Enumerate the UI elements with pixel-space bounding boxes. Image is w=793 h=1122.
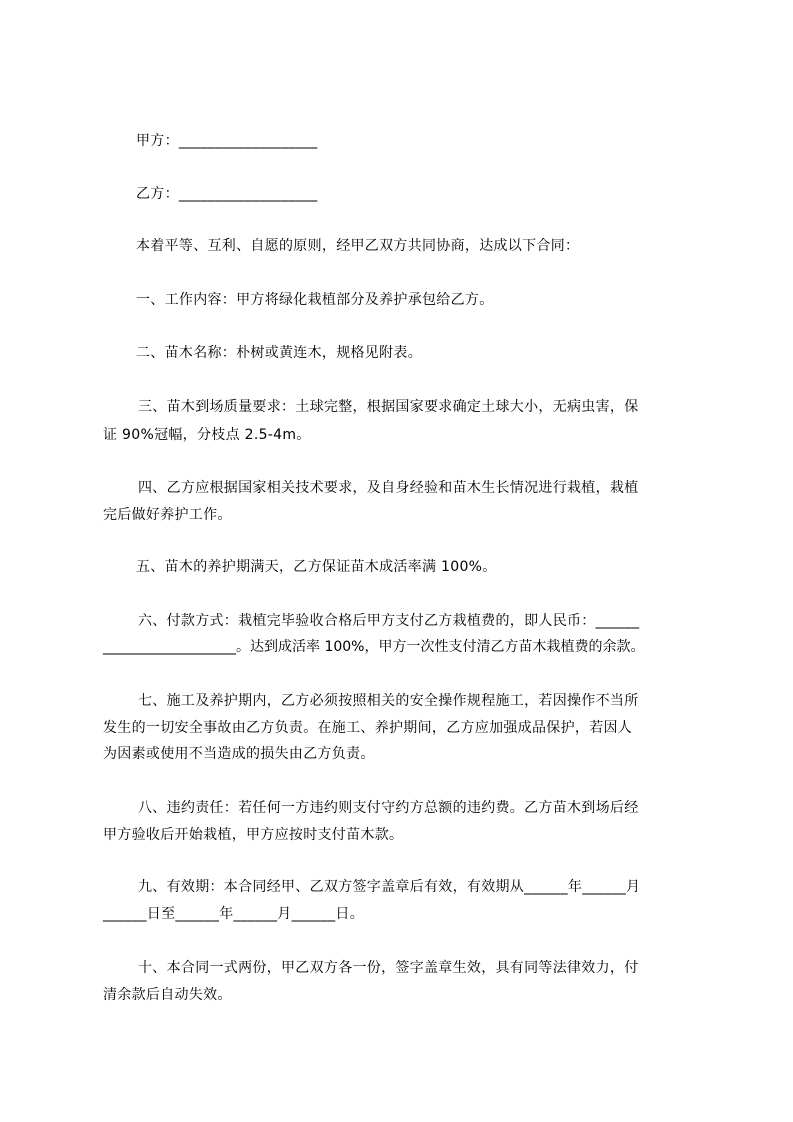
- clause-5: 五、苗木的养护期满天，乙方保证苗木成活率满 100%。: [136, 559, 497, 575]
- intro-paragraph: 本着平等、互利、自愿的原则，经甲乙双方共同协商，达成以下合同：: [136, 238, 580, 254]
- clause-9-line-1: 九、有效期：本合同经甲、乙双方签字盖章后有效，有效期从______年______月: [138, 879, 641, 895]
- party-a-line: 甲方：___________________: [136, 133, 318, 149]
- clause-9-line-2: ______日至______年______月______日。: [103, 906, 364, 922]
- clause-7-line-2: 发生的一切安全事故由乙方负责。在施工、养护期间，乙方应加强成品保护，若因人: [103, 720, 633, 736]
- clause-10-line-1: 十、本合同一式两份，甲乙双方各一份，签字盖章生效，具有同等法律效力，付: [138, 960, 639, 976]
- clause-7-line-3: 为因素或使用不当造成的损失由乙方负责。: [103, 746, 375, 762]
- clause-7-line-1: 七、施工及养护期内，乙方必须按照相关的安全操作规程施工，若因操作不当所: [138, 693, 639, 709]
- clause-4-line-2: 完后做好养护工作。: [103, 507, 232, 523]
- clause-10-line-2: 清余款后自动失效。: [103, 987, 232, 1003]
- clause-2: 二、苗木名称：朴树或黄连木，规格见附表。: [136, 345, 422, 361]
- clause-8-line-1: 八、违约责任：若任何一方违约则支付守约方总额的违约费。乙方苗木到场后经: [138, 800, 639, 816]
- party-b-line: 乙方：___________________: [136, 186, 318, 202]
- clause-4-line-1: 四、乙方应根据国家相关技术要求，及自身经验和苗木生长情况进行栽植，栽植: [138, 480, 639, 496]
- clause-6-line-2: ___________________。达到成活率 100%，甲方一次性支付清乙方苗木栽植费的余款。: [103, 639, 645, 655]
- clause-3-line-1: 三、苗木到场质量要求：土球完整，根据国家要求确定土球大小，无病虫害，保: [138, 399, 639, 415]
- clause-3-line-2: 证 90%冠幅，分枝点 2.5-4m。: [103, 427, 311, 443]
- clause-6-line-1: 六、付款方式：栽植完毕验收合格后甲方支付乙方栽植费的，即人民币：______: [138, 613, 640, 629]
- clause-8-line-2: 甲方验收后开始栽植，甲方应按时支付苗木款。: [103, 827, 404, 843]
- clause-1: 一、工作内容：甲方将绿化栽植部分及养护承包给乙方。: [136, 292, 494, 308]
